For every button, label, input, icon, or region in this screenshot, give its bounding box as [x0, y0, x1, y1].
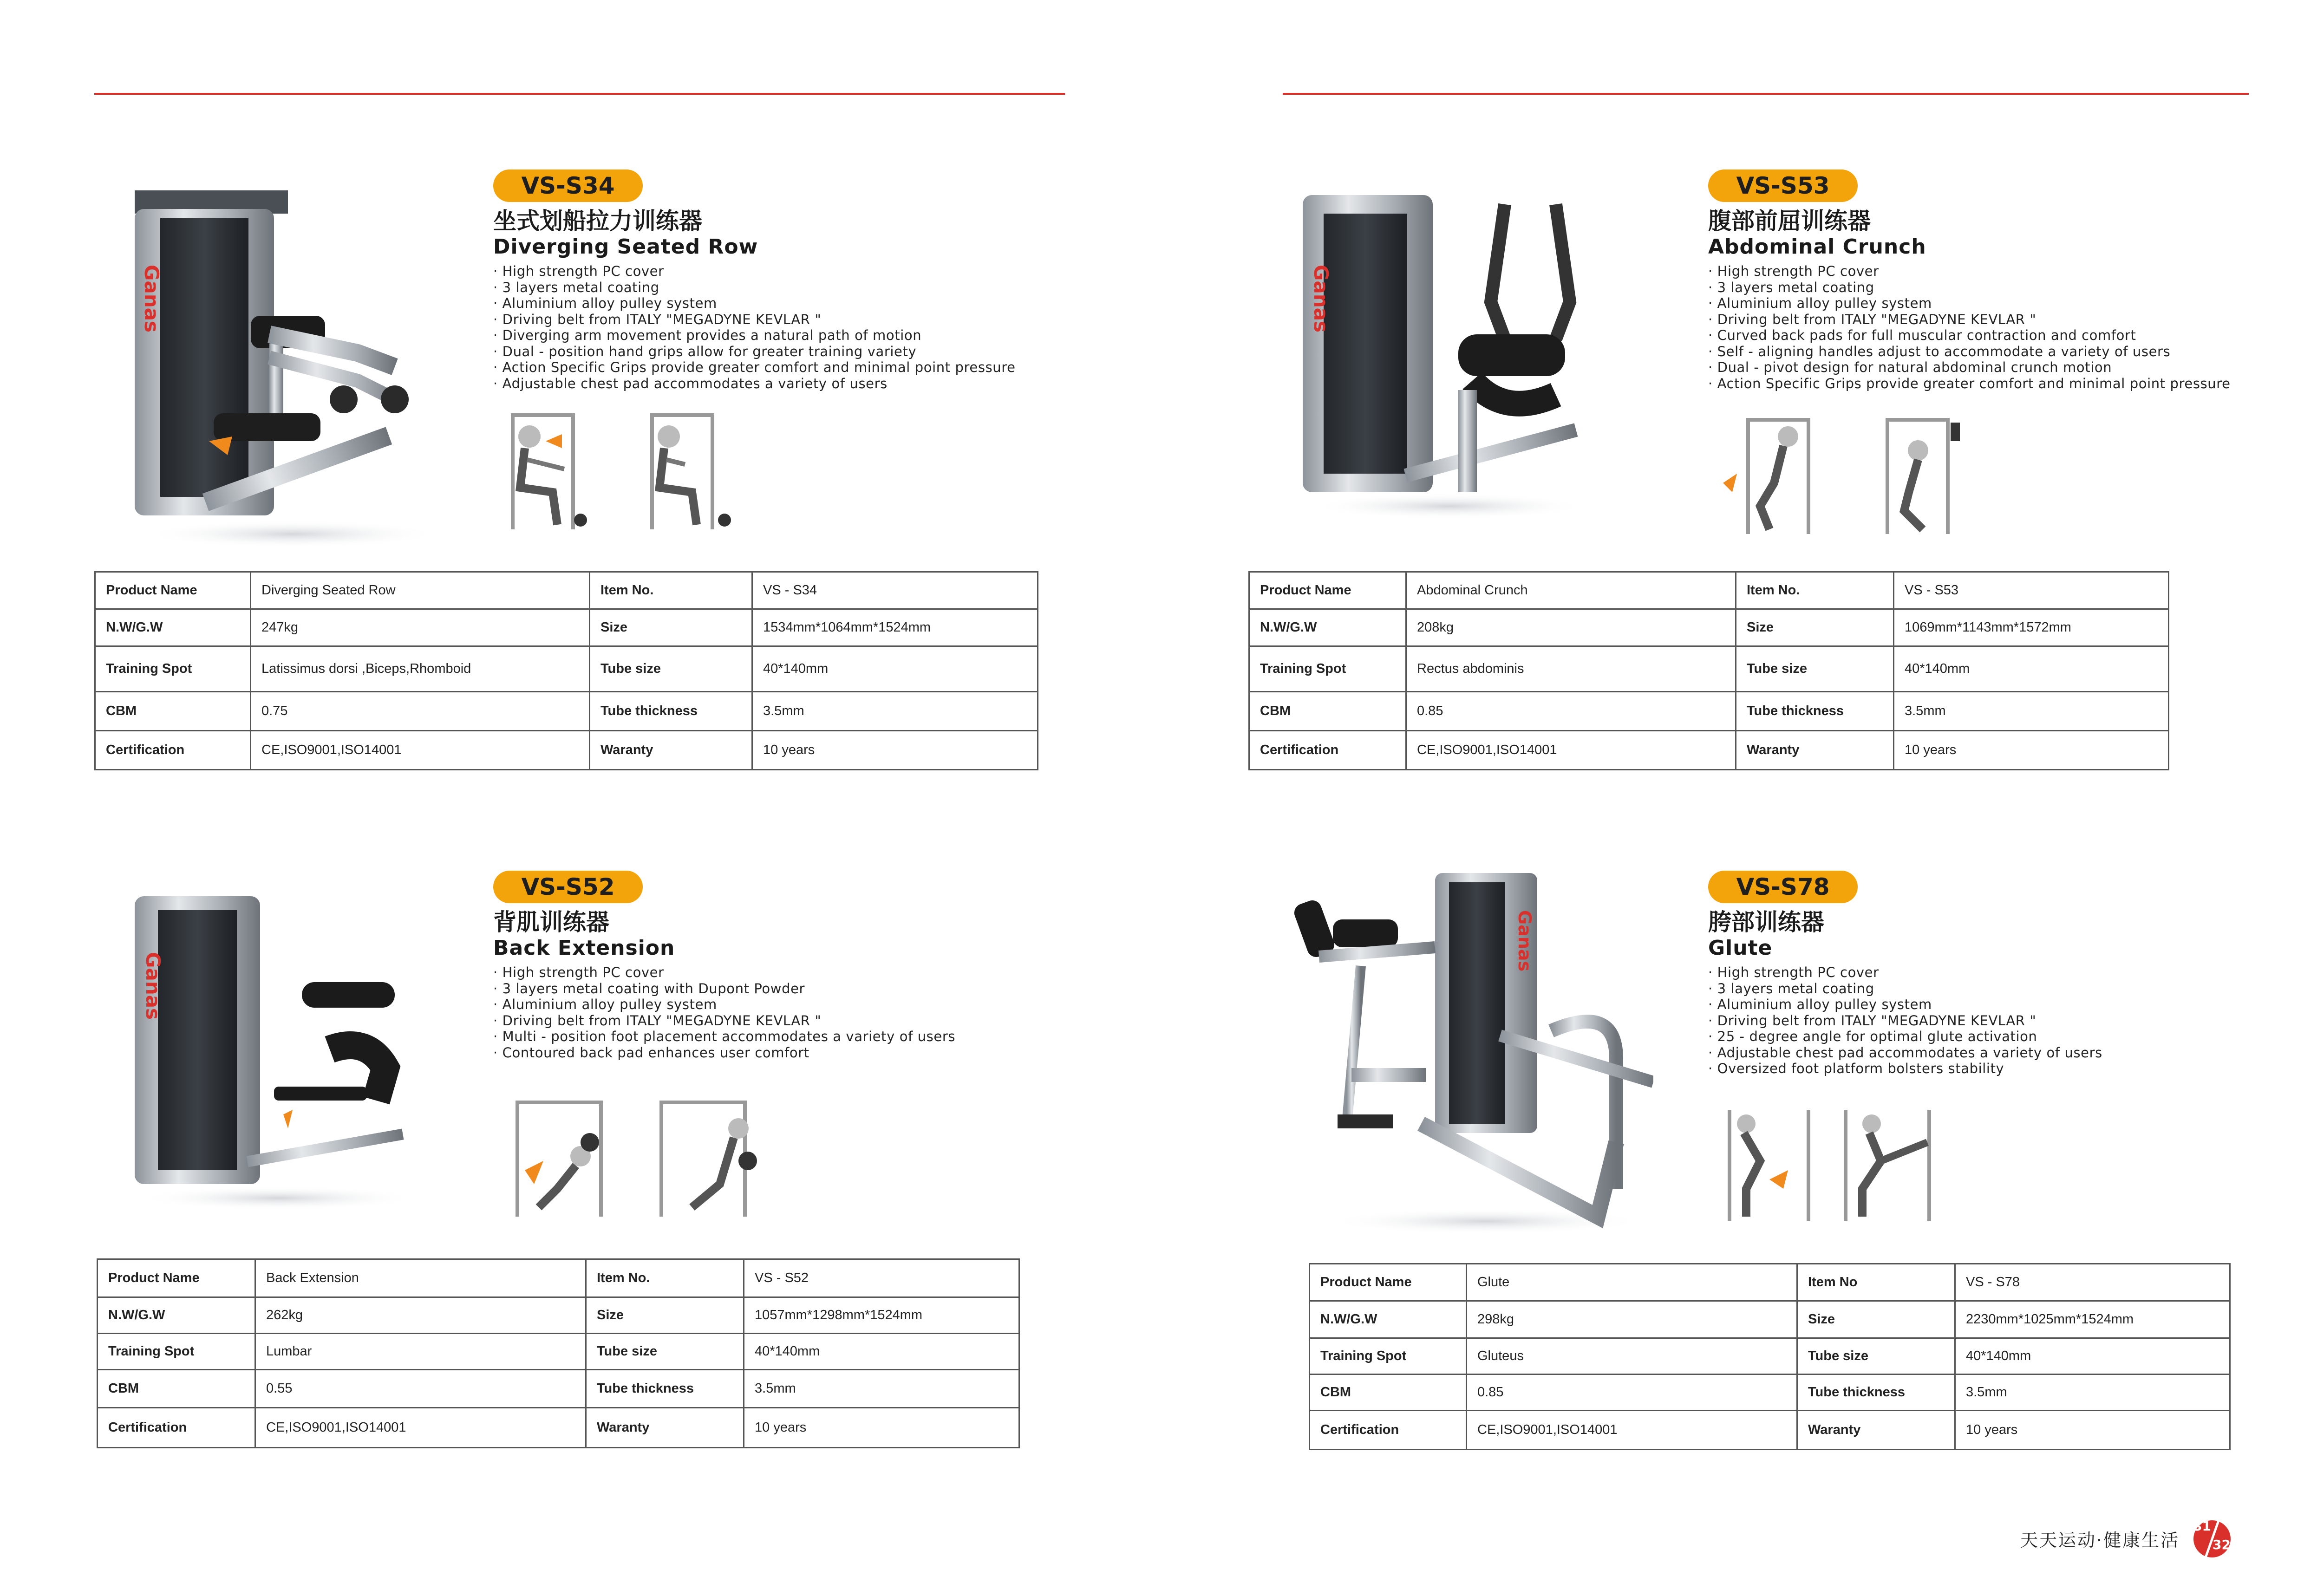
label-tube-thickness: Tube thickness [590, 692, 752, 731]
feature-item: · High strength PC cover [1708, 263, 2231, 280]
product-code-badge: VS-S34 [493, 169, 643, 202]
feature-item: · Aluminium alloy pulley system [1708, 997, 2102, 1013]
feature-item: · 3 layers metal coating [1708, 981, 2102, 997]
label-warranty: Waranty [1736, 731, 1894, 770]
label-certification: Certification [98, 1408, 255, 1448]
value-warranty: 10 years [1894, 731, 2169, 770]
value-tube-size: 40*140mm [1955, 1338, 2230, 1375]
table-row [1249, 572, 2169, 609]
table-row [1310, 1375, 2230, 1411]
product-title-en: Glute [1708, 936, 1773, 960]
abdominal-crunch-diagram-2 [1876, 409, 1988, 543]
table-row [1249, 609, 2169, 646]
feature-item: · High strength PC cover [1708, 964, 2102, 981]
product-title-cn: 坐式划船拉力训练器 [493, 208, 702, 235]
value-training-spot: Lumbar [255, 1334, 586, 1370]
feature-list [1708, 263, 2231, 391]
label-warranty: Waranty [1797, 1411, 1955, 1450]
label-nwgw: N.W/G.W [95, 609, 251, 646]
glute-photo [1291, 864, 1653, 1235]
value-size: 1069mm*1143mm*1572mm [1894, 609, 2169, 646]
table-row [1310, 1411, 2230, 1450]
label-nwgw: N.W/G.W [98, 1297, 255, 1334]
feature-item: · High strength PC cover [493, 964, 955, 981]
label-product-name: Product Name [1310, 1264, 1467, 1301]
value-nwgw: 298kg [1467, 1301, 1797, 1338]
product-title-en: Abdominal Crunch [1708, 235, 1926, 259]
label-tube-size: Tube size [1736, 646, 1894, 692]
value-product-name: Back Extension [255, 1259, 586, 1297]
abdominal-crunch-diagram-1 [1718, 409, 1830, 543]
spec-table [1309, 1263, 2231, 1450]
feature-item: · Oversized foot platform bolsters stability [1708, 1061, 2102, 1077]
footer-slogan: 天天运动·健康生活 [2020, 1530, 2180, 1550]
value-size: 1534mm*1064mm*1524mm [752, 609, 1038, 646]
header-rule-left [94, 93, 1065, 95]
feature-list [1708, 964, 2102, 1077]
value-warranty: 10 years [752, 731, 1038, 770]
diverging-seated-row-photo [116, 181, 441, 548]
seated-row-diagram-2 [641, 404, 748, 539]
feature-item: · Driving belt from ITALY "MEGADYNE KEVLAR " [493, 1013, 955, 1029]
label-warranty: Waranty [590, 731, 752, 770]
feature-item: · Adjustable chest pad accommodates a variety of users [1708, 1045, 2102, 1061]
feature-item: · Dual - position hand grips allow for greater training variety [493, 344, 1016, 360]
product-code-badge: VS-S52 [493, 871, 643, 903]
feature-item: · Action Specific Grips provide greater comfort and minimal point pressure [493, 359, 1016, 376]
value-nwgw: 247kg [251, 609, 590, 646]
feature-item: · Aluminium alloy pulley system [493, 295, 1016, 312]
page-number-right: 32 [2213, 1537, 2231, 1552]
table-row [98, 1370, 1019, 1408]
label-tube-size: Tube size [590, 646, 752, 692]
product-title-cn: 腹部前屈训练器 [1708, 208, 1871, 235]
label-cbm: CBM [95, 692, 251, 731]
feature-item: · 3 layers metal coating with Dupont Powder [493, 981, 955, 997]
value-size: 1057mm*1298mm*1524mm [744, 1297, 1019, 1334]
label-size: Size [590, 609, 752, 646]
value-cbm: 0.55 [255, 1370, 586, 1408]
value-certification: CE,ISO9001,ISO14001 [1467, 1411, 1797, 1450]
value-size: 2230mm*1025mm*1524mm [1955, 1301, 2230, 1338]
label-cbm: CBM [1310, 1375, 1467, 1411]
spec-table [97, 1258, 1020, 1448]
value-warranty: 10 years [744, 1408, 1019, 1448]
label-warranty: Waranty [586, 1408, 744, 1448]
feature-list [493, 263, 1016, 391]
label-tube-thickness: Tube thickness [1797, 1375, 1955, 1411]
value-certification: CE,ISO9001,ISO14001 [1406, 731, 1736, 770]
table-row [95, 731, 1038, 770]
brand-logo: Ganas [1310, 265, 1332, 333]
label-item-no: Item No. [586, 1259, 744, 1297]
value-tube-size: 40*140mm [1894, 646, 2169, 692]
label-certification: Certification [1310, 1411, 1467, 1450]
product-title-cn: 胯部训练器 [1708, 909, 1824, 936]
product-code-badge: VS-S53 [1708, 169, 1858, 202]
table-row [1249, 646, 2169, 692]
value-cbm: 0.85 [1406, 692, 1736, 731]
label-item-no: Item No. [590, 572, 752, 609]
feature-item: · Driving belt from ITALY "MEGADYNE KEVLAR " [493, 312, 1016, 328]
value-training-spot: Gluteus [1467, 1338, 1797, 1375]
label-nwgw: N.W/G.W [1249, 609, 1406, 646]
table-row [95, 572, 1038, 609]
glute-diagram-2 [1834, 1101, 1946, 1231]
table-row [1249, 692, 2169, 731]
label-tube-size: Tube size [1797, 1338, 1955, 1375]
spec-table [1248, 571, 2169, 770]
brand-logo: Ganas [142, 952, 164, 1020]
value-training-spot: Latissimus dorsi ,Biceps,Rhomboid [251, 646, 590, 692]
feature-item: · Multi - position foot placement accommodates a variety of users [493, 1029, 955, 1045]
value-warranty: 10 years [1955, 1411, 2230, 1450]
abdominal-crunch-photo [1296, 186, 1621, 520]
feature-item: · Aluminium alloy pulley system [493, 997, 955, 1013]
label-training-spot: Training Spot [1310, 1338, 1467, 1375]
glute-diagram-1 [1718, 1101, 1825, 1231]
label-tube-thickness: Tube thickness [586, 1370, 744, 1408]
table-row [98, 1408, 1019, 1448]
value-nwgw: 262kg [255, 1297, 586, 1334]
value-certification: CE,ISO9001,ISO14001 [251, 731, 590, 770]
table-row [95, 609, 1038, 646]
label-training-spot: Training Spot [1249, 646, 1406, 692]
table-row [1310, 1264, 2230, 1301]
label-training-spot: Training Spot [98, 1334, 255, 1370]
feature-list [493, 964, 955, 1061]
feature-item: · Diverging arm movement provides a natural path of motion [493, 327, 1016, 344]
value-tube-size: 40*140mm [744, 1334, 1019, 1370]
value-item-no: VS - S52 [744, 1259, 1019, 1297]
value-cbm: 0.85 [1467, 1375, 1797, 1411]
feature-item: · Driving belt from ITALY "MEGADYNE KEVLAR " [1708, 1013, 2102, 1029]
feature-item: · High strength PC cover [493, 263, 1016, 280]
back-extension-diagram-1 [506, 1091, 618, 1226]
feature-item: · Aluminium alloy pulley system [1708, 295, 2231, 312]
feature-item: · Driving belt from ITALY "MEGADYNE KEVLAR " [1708, 312, 2231, 328]
value-cbm: 0.75 [251, 692, 590, 731]
label-item-no: Item No [1797, 1264, 1955, 1301]
label-size: Size [586, 1297, 744, 1334]
value-tube-thickness: 3.5mm [744, 1370, 1019, 1408]
label-product-name: Product Name [1249, 572, 1406, 609]
back-extension-diagram-2 [650, 1091, 771, 1226]
label-product-name: Product Name [95, 572, 251, 609]
spec-table [94, 571, 1038, 770]
label-nwgw: N.W/G.W [1310, 1301, 1467, 1338]
label-certification: Certification [1249, 731, 1406, 770]
value-tube-thickness: 3.5mm [1955, 1375, 2230, 1411]
label-item-no: Item No. [1736, 572, 1894, 609]
feature-item: · Adjustable chest pad accommodates a variety of users [493, 376, 1016, 392]
value-tube-thickness: 3.5mm [752, 692, 1038, 731]
feature-item: · Curved back pads for full muscular contraction and comfort [1708, 327, 2231, 344]
feature-item: · Contoured back pad enhances user comfort [493, 1045, 955, 1061]
table-row [95, 646, 1038, 692]
feature-item: · Dual - pivot design for natural abdominal crunch motion [1708, 359, 2231, 376]
back-extension-photo [125, 882, 427, 1212]
label-product-name: Product Name [98, 1259, 255, 1297]
value-tube-size: 40*140mm [752, 646, 1038, 692]
product-title-en: Diverging Seated Row [493, 235, 758, 259]
table-row [1249, 731, 2169, 770]
product-title-en: Back Extension [493, 936, 675, 960]
table-row [1310, 1301, 2230, 1338]
value-nwgw: 208kg [1406, 609, 1736, 646]
label-certification: Certification [95, 731, 251, 770]
label-size: Size [1797, 1301, 1955, 1338]
table-row [98, 1259, 1019, 1297]
table-row [95, 692, 1038, 731]
label-tube-thickness: Tube thickness [1736, 692, 1894, 731]
value-training-spot: Rectus abdominis [1406, 646, 1736, 692]
header-rule-right [1283, 93, 2249, 95]
label-training-spot: Training Spot [95, 646, 251, 692]
feature-item: · Action Specific Grips provide greater comfort and minimal point pressure [1708, 376, 2231, 392]
value-item-no: VS - S78 [1955, 1264, 2230, 1301]
label-cbm: CBM [1249, 692, 1406, 731]
value-product-name: Abdominal Crunch [1406, 572, 1736, 609]
brand-logo: Ganas [140, 265, 163, 333]
label-tube-size: Tube size [586, 1334, 744, 1370]
label-size: Size [1736, 609, 1894, 646]
table-row [98, 1334, 1019, 1370]
brand-logo: Ganas [1514, 910, 1535, 972]
table-row [98, 1297, 1019, 1334]
label-cbm: CBM [98, 1370, 255, 1408]
feature-item: · Self - aligning handles adjust to accommodate a variety of users [1708, 344, 2231, 360]
value-certification: CE,ISO9001,ISO14001 [255, 1408, 586, 1448]
table-row [1310, 1338, 2230, 1375]
feature-item: · 3 layers metal coating [1708, 280, 2231, 296]
value-item-no: VS - S53 [1894, 572, 2169, 609]
feature-item: · 25 - degree angle for optimal glute activation [1708, 1029, 2102, 1045]
value-product-name: Glute [1467, 1264, 1797, 1301]
seated-row-diagram-1 [502, 404, 604, 539]
page-number-left: 31 [2193, 1518, 2211, 1534]
product-title-cn: 背肌训练器 [493, 909, 609, 936]
feature-item: · 3 layers metal coating [493, 280, 1016, 296]
value-tube-thickness: 3.5mm [1894, 692, 2169, 731]
value-product-name: Diverging Seated Row [251, 572, 590, 609]
product-code-badge: VS-S78 [1708, 871, 1858, 903]
value-item-no: VS - S34 [752, 572, 1038, 609]
